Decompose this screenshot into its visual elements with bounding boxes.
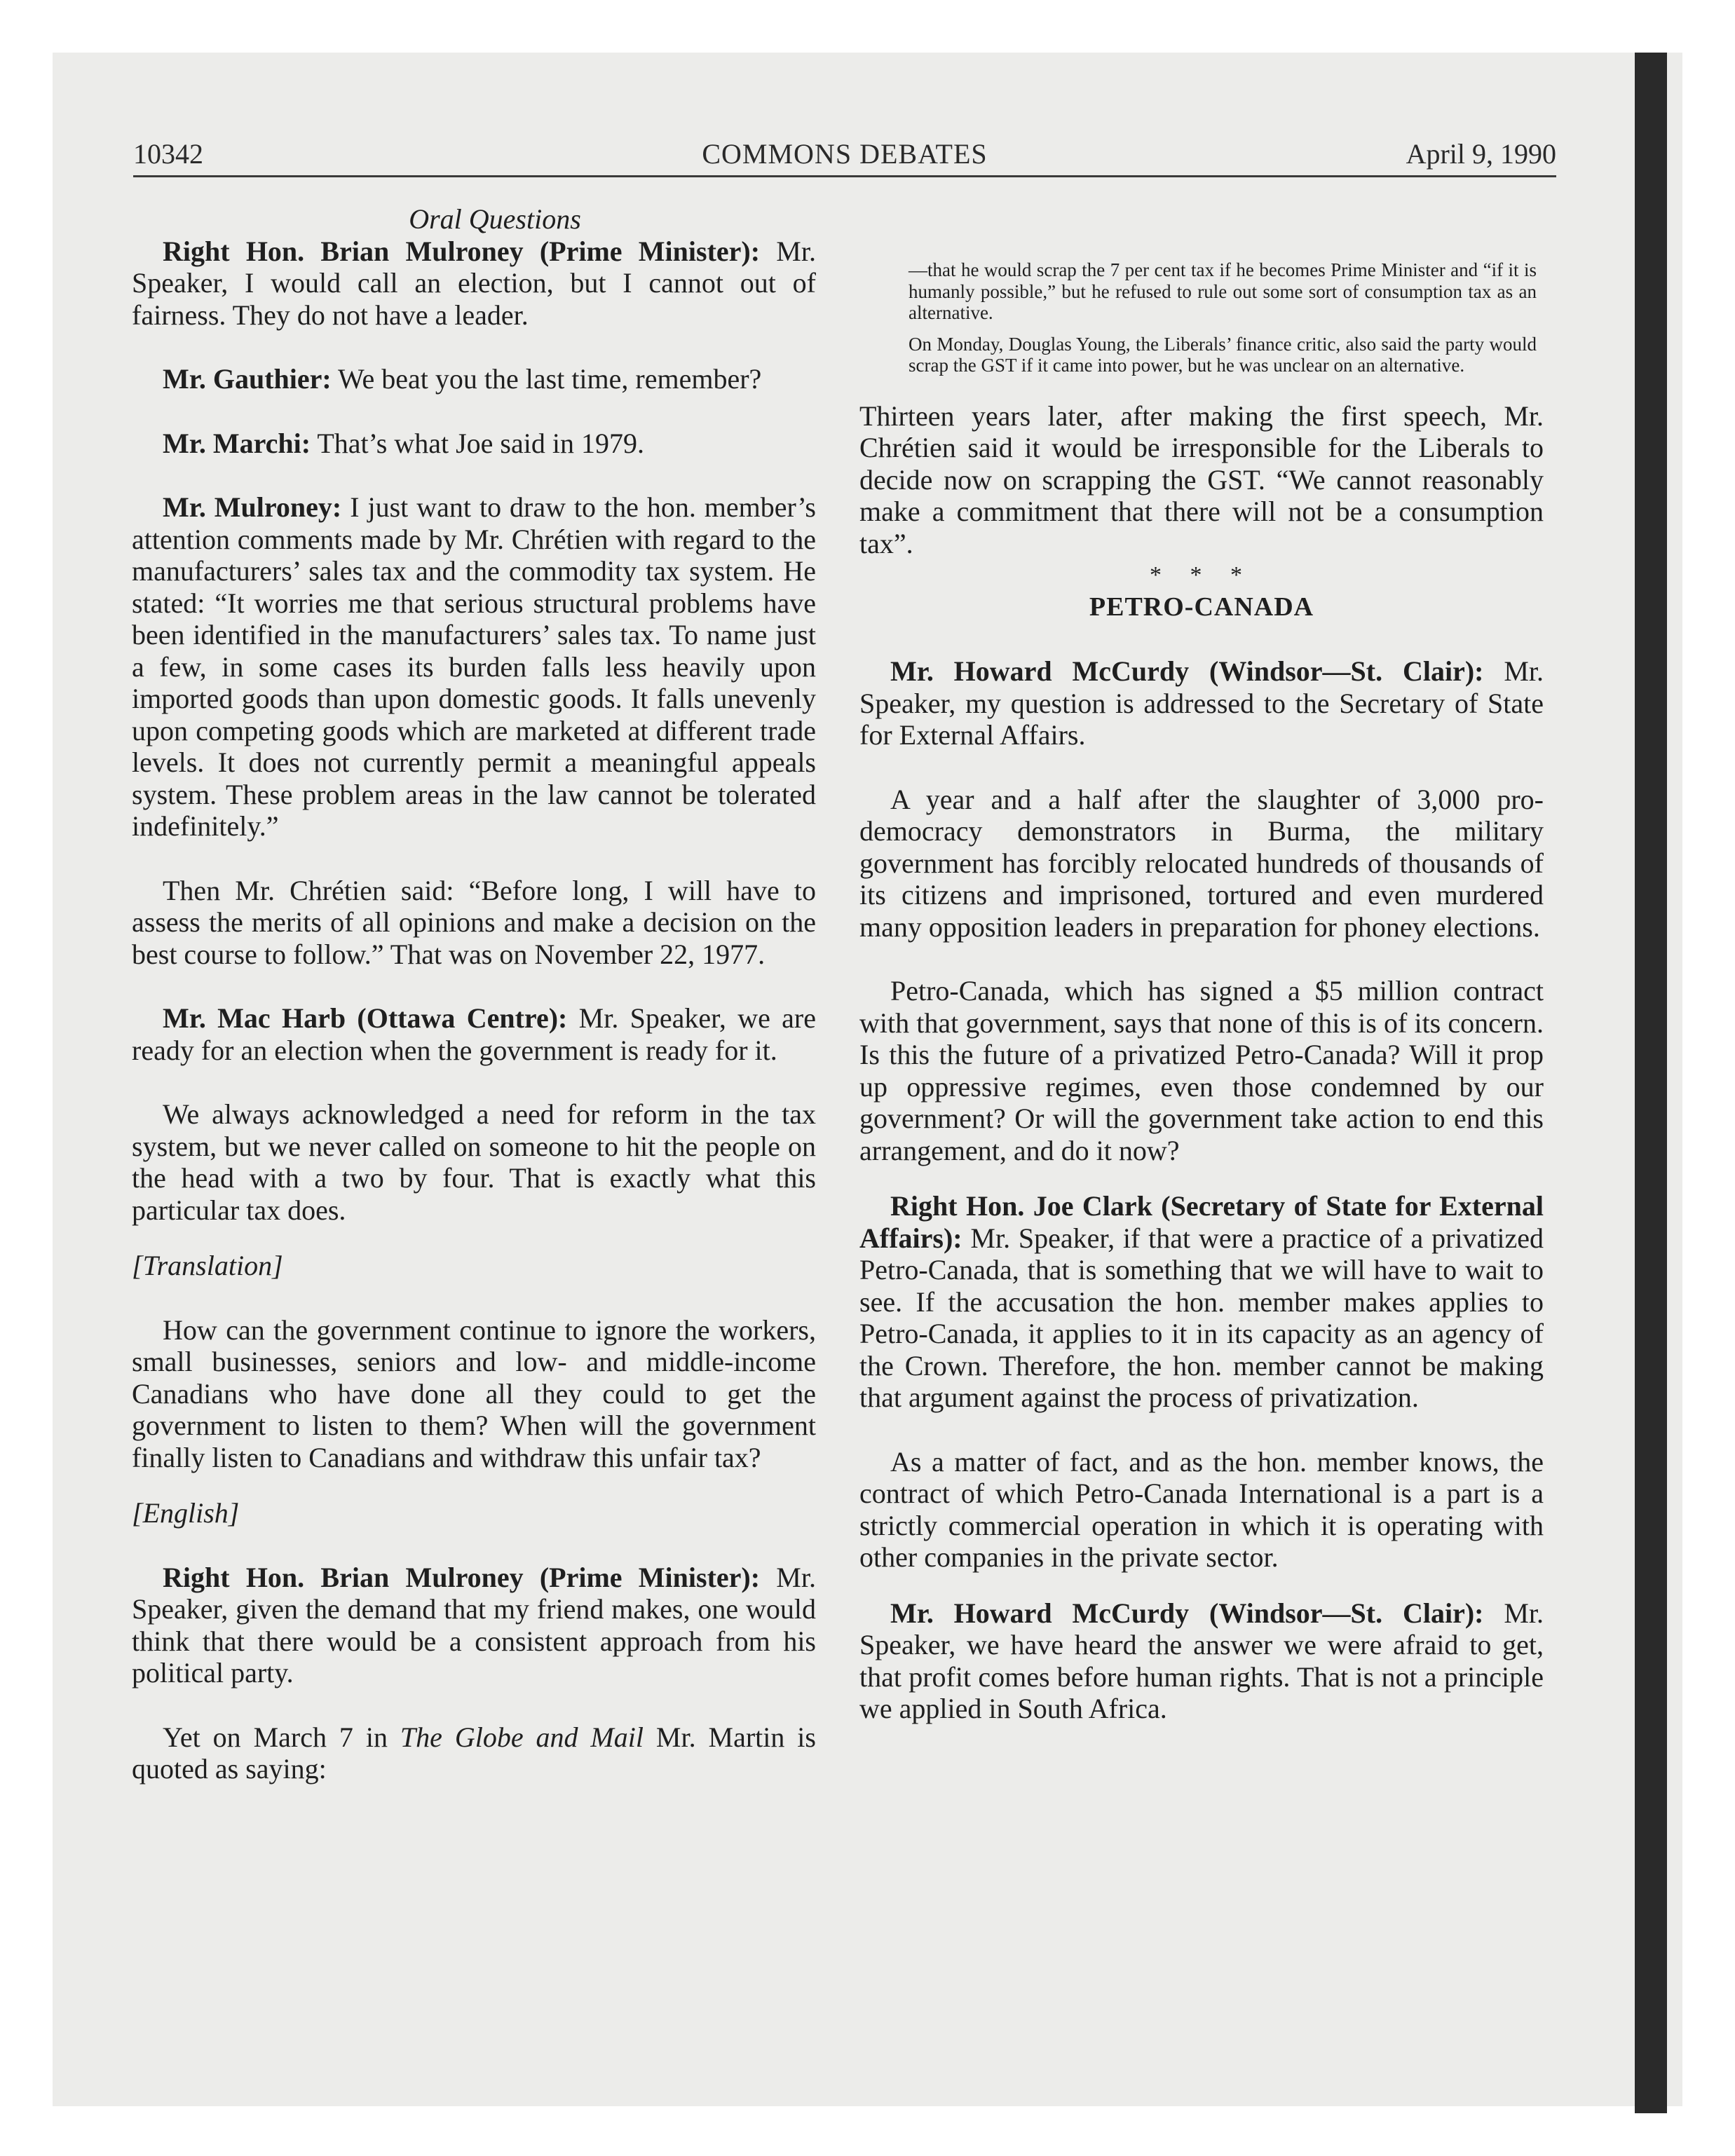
quote-paragraph: On Monday, Douglas Young, the Liberals’ finance critic, also said the party would scrap the GST if it came into power, but he was unclear on an alternative. [909, 333, 1537, 376]
right-column [859, 203, 1544, 1725]
section-label: Oral Questions [409, 203, 581, 235]
section-heading: PETRO-CANADA [1089, 592, 1314, 622]
speaker-name: Right Hon. Joe Clark (Secretary of State for External Affairs): [859, 1190, 1544, 1254]
speech-text: Mr. Speaker, I would call an election, but I cannot out of fairness. They do not have a leader. [132, 235, 816, 331]
paragraph: Thirteen years later, after making the first speech, Mr. Chrétien said it would be irresponsible for the Liberals to decide now on scrapping the GST. “We cannot reasonably make a commitment that there will not be a consumption tax”. [859, 400, 1544, 559]
speech-text: Mr. Speaker, given the demand that my friend makes, one would think that there would be a consistent approach from his political party. [132, 1561, 816, 1688]
speaker-name: Mr. Marchi: [163, 427, 311, 459]
speech-text: Mr. Speaker, we have heard the answer we were afraid to get, that profit comes before human rights. That is not a principle we applied in South Africa. [859, 1597, 1544, 1724]
paragraph [132, 428, 816, 460]
paragraph [132, 1562, 816, 1689]
translation-label: [Translation] [132, 1250, 283, 1281]
scan-edge-shadow [1635, 53, 1667, 2113]
speaker-name: Right Hon. Brian Mulroney (Prime Minister): [163, 235, 761, 267]
speech-text: That’s what Joe said in 1979. [311, 427, 644, 459]
speaker-name: Mr. Howard McCurdy (Windsor—St. Clair): [890, 655, 1484, 687]
paragraph: A year and a half after the slaughter of 3,000 pro-democracy demonstrators in Burma, the military government has forcibly relocated hundreds of thousands of its citizens and imprisoned, tortured and even murdered many opposition leaders in preparation for phoney elections. [859, 783, 1544, 943]
paragraph: Petro-Canada, which has signed a $5 million contract with that government, says that none of this is of its concern. Is this the future of a privatized Petro-Canada? Will it prop up oppressive regimes, even those condemned by our government? Or will the government take action to end this arrangement, and do it now? [859, 975, 1544, 1166]
speech-text: Mr. Speaker, if that were a practice of a privatized Petro-Canada, that is something that we will have to wait to see. If the accusation the hon. member makes applies to Petro-Canada, it applies to it in its capacity as an agency of the Crown. Therefore, the hon. member cannot be making that argument against the process of privatization. [859, 1222, 1544, 1413]
paragraph [132, 491, 816, 842]
paragraph: As a matter of fact, and as the hon. member knows, the contract of which Petro-Canada International is a part is a strictly commercial operation in which it is operating with other companies in the private sector. [859, 1445, 1544, 1573]
paragraph [859, 1597, 1544, 1725]
paragraph: Yet on March 7 in The Globe and Mail Mr. Martin is quoted as saying: [132, 1721, 816, 1785]
speaker-name: Mr. Gauthier: [163, 363, 332, 395]
paragraph: We always acknowledged a need for reform in the tax system, but we never called on someone to hit the people on the head with a two by four. That is exactly what this particular tax does. [132, 1098, 816, 1226]
newspaper-quote [909, 259, 1544, 376]
speaker-name: Mr. Mac Harb (Ottawa Centre): [163, 1002, 568, 1034]
header-rule [133, 175, 1556, 177]
section-divider: * * * [1150, 562, 1253, 588]
left-column [132, 203, 816, 1785]
newspaper-title: The Globe and Mail [400, 1721, 644, 1753]
speech-text: We beat you the last time, remember? [331, 363, 762, 395]
quote-paragraph: —that he would scrap the 7 per cent tax if he becomes Prime Minister and “if it is humanly possible,” but he refused to rule out some sort of consumption tax as an alternative. [909, 259, 1537, 323]
english-label: [English] [132, 1497, 240, 1529]
paragraph: Then Mr. Chrétien said: “Before long, I will have to assess the merits of all opinions and make a decision on the best course to follow.” That was on November 22, 1977. [132, 874, 816, 970]
publication-title: COMMONS DEBATES [702, 138, 988, 170]
page-number: 10342 [133, 138, 203, 170]
speech-text: Mr. Speaker, we are ready for an election when the government is ready for it. [132, 1002, 816, 1066]
paragraph [132, 1002, 816, 1066]
publication-date: April 9, 1990 [1406, 138, 1556, 170]
speech-text: Mr. Speaker, my question is addressed to the Secretary of State for External Affairs. [859, 655, 1544, 751]
paragraph [132, 236, 816, 332]
paragraph [859, 1190, 1544, 1414]
page-header [133, 137, 1556, 179]
paragraph: How can the government continue to ignore the workers, small businesses, seniors and low- and middle-income Canadians who have done all they could to get the government to listen to them? When will the government finally listen to Canadians and withdraw this unfair tax? [132, 1314, 816, 1473]
paragraph [859, 655, 1544, 751]
speaker-name: Right Hon. Brian Mulroney (Prime Minister): [163, 1561, 761, 1593]
speaker-name: Mr. Mulroney: [163, 491, 342, 523]
speaker-name: Mr. Howard McCurdy (Windsor—St. Clair): [890, 1597, 1484, 1629]
speech-text: I just want to draw to the hon. member’s attention comments made by Mr. Chrétien with regard to the manufacturers’ sales tax and the commodity tax system. He stated: “It worries me that serious structural problems have been identified in the manufacturers’ sales tax. To name just a few, in some cases its burden falls less heavily upon imported goods than upon domestic goods. It falls unevenly upon competing goods which are marketed at different trade levels. It does not currently permit a meaningful appeals system. These problem areas in the law cannot be tolerated indefinitely.” [132, 491, 816, 842]
paragraph [132, 363, 816, 395]
